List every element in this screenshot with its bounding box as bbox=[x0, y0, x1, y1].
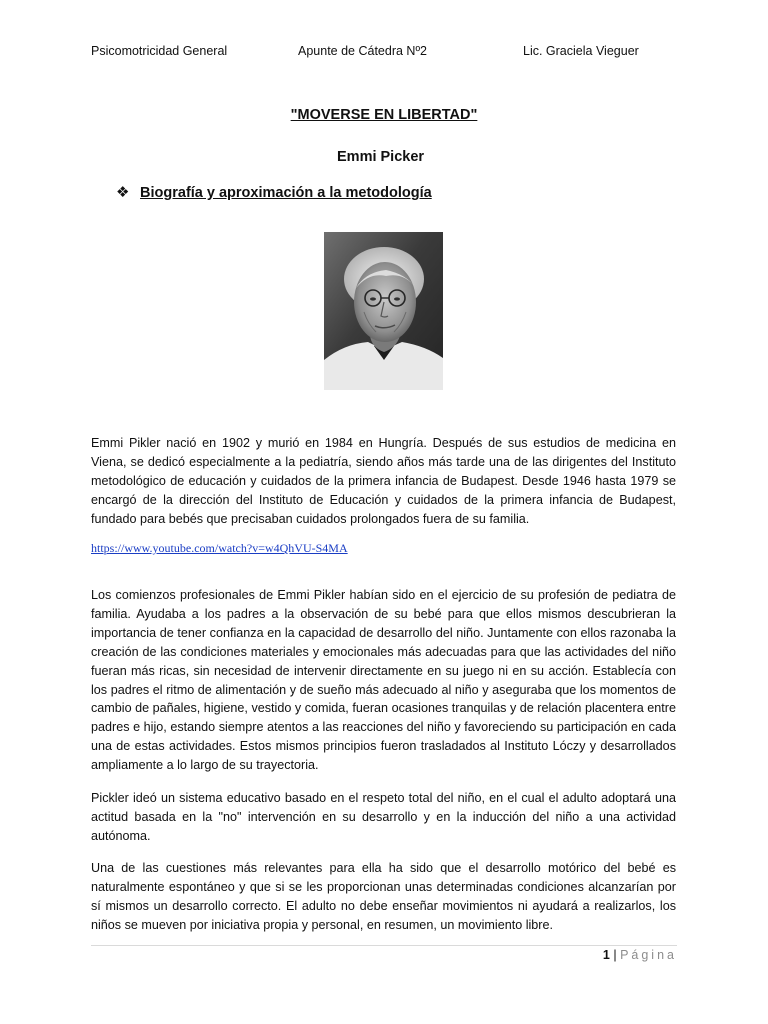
header-document: Apunte de Cátedra Nº2 bbox=[298, 44, 427, 58]
section-heading bbox=[116, 183, 432, 201]
header-author: Lic. Graciela Vieguer bbox=[523, 44, 639, 58]
paragraph-biography: Emmi Pikler nació en 1902 y murió en 1984 en Hungría. Después de sus estudios de medicina en Viena, se dedicó especialmente a la pediatría, siendo años más tarde una de las dirigentes del Instituto metodológico de educación y cuidados de la primera infancia de Budapest. Desde 1946 hasta 1979 se encargó de la dirección del Instituto de Educación y cuidados de la primera infancia de Budapest, fundado para bebés que precisaban cuidados prolongados fuera de su familia. bbox=[91, 436, 676, 526]
header-course: Psicomotricidad General bbox=[91, 44, 228, 58]
document-title bbox=[0, 107, 768, 123]
footer-divider bbox=[91, 945, 677, 946]
portrait-photo bbox=[324, 232, 443, 390]
paragraph-professional-beginnings: Los comienzos profesionales de Emmi Pikler habían sido en el ejercicio de su profesión de pediatra de familia. Ayudaba a los padres a la observación de su bebé para que ellos mismos descubrieran la importancia de tener confianza en la capacidad de desarrollo del niño. Juntamente con ellos razonaba la creación de las condiciones materiales y emocionales más adecuadas para que las actividades del niño fueran más ricas, sin necesidad de intervenir directamente en su juego ni en su acción. Establecía con los padres el ritmo de alimentación y de sueño más adecuado al niño y aseguraba que los momentos de cambio de pañales, higiene, vestido y comida, fueran ocasiones tranquilas y de relación placentera entre padres e hijo, estando siempre atentos a las reacciones del niño y favoreciendo su participación en cada una de estas actividades. Estos mismos principios fueron trasladados al Instituto Lóczy y desarrollados ampliamente a lo largo de su trayectoria. bbox=[91, 588, 676, 773]
paragraph-motor-development: Una de las cuestiones más relevantes para ella ha sido que el desarrollo motórico del bebé es naturalmente espontáneo y que si se les proporcionan unas determinadas condiciones alcanzarían por sí mismos un desarrollo correcto. El adulto no debe enseñar movimientos ni ayudará a realizarlos, los niños se mueven por iniciativa propia y personal, en resumen, un movimiento libre. bbox=[91, 861, 676, 932]
page-label: Página bbox=[620, 948, 677, 962]
document-subtitle: Emmi Picker bbox=[337, 149, 425, 165]
paragraph-educational-system: Pickler ideó un sistema educativo basado en el respeto total del niño, en el cual el adulto adoptará una actitud basada en la "no" intervención en su desarrollo y en la inducción del niño a una actividad autónoma. bbox=[91, 791, 676, 843]
section-heading-text: Biografía y aproximación a la metodología bbox=[140, 185, 432, 201]
page-footer bbox=[540, 948, 677, 962]
page-header bbox=[91, 44, 651, 62]
footer-separator: | bbox=[613, 948, 617, 962]
diamond-bullet-icon: ❖ bbox=[116, 184, 130, 201]
youtube-link[interactable]: https://www.youtube.com/watch?v=w4QhVU-S4MA bbox=[91, 541, 348, 555]
page-number: 1 bbox=[602, 948, 610, 962]
document-title-text: "MOVERSE EN LIBERTAD" bbox=[290, 107, 478, 123]
